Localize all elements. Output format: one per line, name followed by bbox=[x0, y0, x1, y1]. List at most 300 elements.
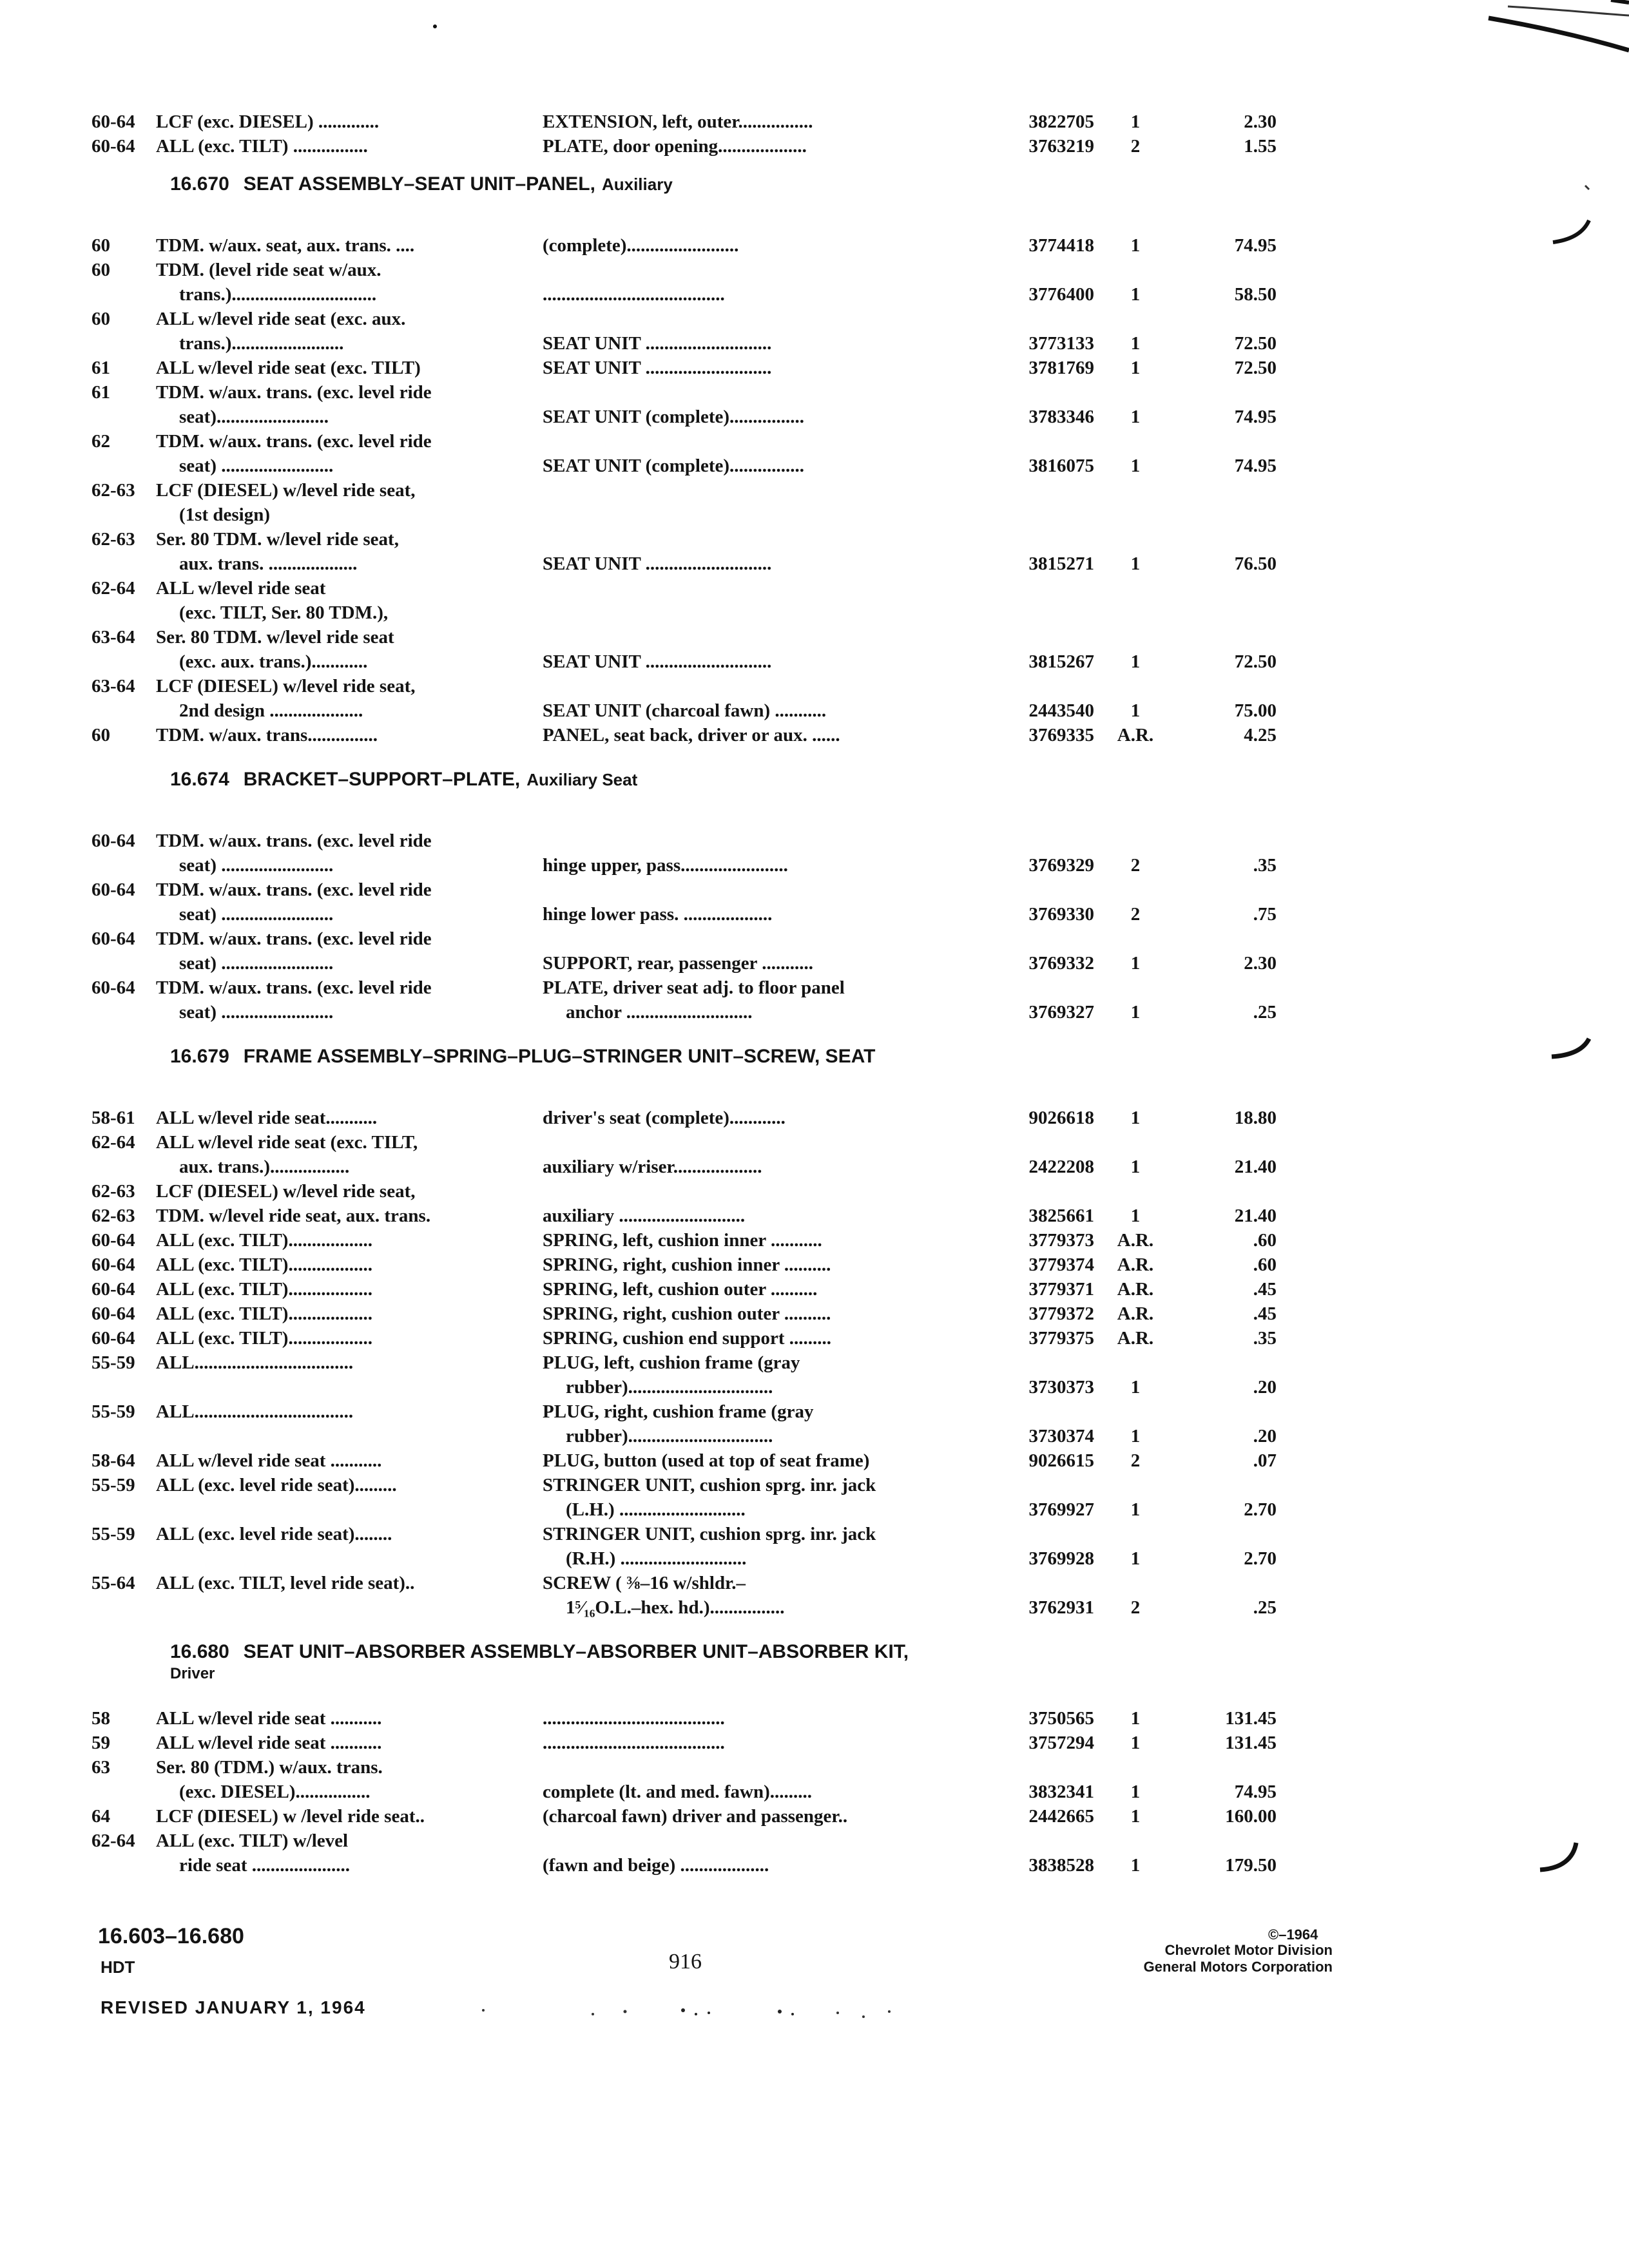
part-number: 3838528 bbox=[1028, 1855, 1094, 1876]
part-description bbox=[543, 1228, 1068, 1253]
part-description bbox=[543, 233, 1068, 258]
part-description bbox=[543, 1706, 1068, 1731]
model-line: ALL (exc. TILT).................. bbox=[156, 1230, 372, 1251]
description-line: SEAT UNIT ........................... bbox=[543, 333, 772, 354]
quantity: 2 bbox=[1130, 904, 1141, 925]
scan-dot bbox=[432, 23, 438, 30]
quantity: A.R. bbox=[1117, 1279, 1154, 1300]
model-line: ALL (exc. level ride seat)........ bbox=[156, 1524, 392, 1544]
description-line: SCREW ( ⅜–16 w/shldr.– bbox=[543, 1573, 746, 1593]
model-line: ALL (exc. TILT).................. bbox=[156, 1254, 372, 1275]
parts-row bbox=[92, 356, 1277, 380]
description-line: SEAT UNIT ........................... bbox=[543, 553, 772, 574]
part-description bbox=[543, 1755, 1068, 1804]
part-description bbox=[543, 1326, 1068, 1350]
model-year: 61 bbox=[92, 382, 110, 403]
model-line: (exc. TILT, Ser. 80 TDM.), bbox=[179, 602, 389, 623]
model-line: ALL (exc. TILT).................. bbox=[156, 1303, 372, 1324]
part-number: 3769928 bbox=[1028, 1548, 1094, 1569]
price: 72.50 bbox=[1234, 333, 1277, 354]
model-line: trans.)............................... bbox=[179, 284, 377, 305]
model-year: 60-64 bbox=[92, 1303, 135, 1324]
quantity: 1 bbox=[1130, 407, 1141, 427]
part-number: 3816075 bbox=[1028, 456, 1094, 476]
price: 131.45 bbox=[1225, 1708, 1277, 1729]
description-line: SEAT UNIT ........................... bbox=[543, 358, 772, 378]
model-line: seat) ........................ bbox=[179, 456, 334, 476]
model-line: ALL (exc. TILT, level ride seat).. bbox=[156, 1573, 415, 1593]
model-year: 60 bbox=[92, 260, 110, 280]
model-line: LCF (DIESEL) w /level ride seat.. bbox=[156, 1806, 425, 1827]
part-number: 9026618 bbox=[1028, 1108, 1094, 1128]
model-year: 60-64 bbox=[92, 136, 135, 157]
price: 1.55 bbox=[1244, 136, 1277, 157]
price: .07 bbox=[1253, 1450, 1277, 1471]
quantity: 2 bbox=[1130, 1597, 1141, 1618]
model-line: ALL w/level ride seat ........... bbox=[156, 1733, 382, 1753]
model-year: 62-63 bbox=[92, 1181, 135, 1202]
model-year: 63-64 bbox=[92, 627, 135, 648]
parts-row bbox=[92, 380, 1277, 429]
footer-division: Chevrolet Motor Division bbox=[1164, 1942, 1333, 1958]
description-line: auxiliary ........................... bbox=[543, 1206, 746, 1226]
part-number: 3762931 bbox=[1028, 1597, 1094, 1618]
section-title: SEAT UNIT–ABSORBER ASSEMBLY–ABSORBER UNIT–ABSORBER KIT, bbox=[243, 1641, 909, 1662]
part-description bbox=[543, 1204, 1068, 1228]
part-number: 3730374 bbox=[1028, 1426, 1094, 1446]
description-line: PLUG, left, cushion frame (gray bbox=[543, 1352, 800, 1373]
model-line: ALL w/level ride seat........... bbox=[156, 1108, 378, 1128]
description-line: (complete)........................ bbox=[543, 235, 739, 256]
parts-row bbox=[92, 134, 1277, 159]
description-line: rubber)............................... bbox=[566, 1426, 773, 1446]
part-number: 3776400 bbox=[1028, 284, 1094, 305]
model-line: TDM. w/aux. trans. (exc. level ride bbox=[156, 879, 432, 900]
model-line: TDM. w/level ride seat, aux. trans. bbox=[156, 1206, 431, 1226]
price: .20 bbox=[1253, 1377, 1277, 1398]
binding-mark-2 bbox=[1547, 1031, 1598, 1070]
model-year: 55-59 bbox=[92, 1475, 135, 1495]
parts-row bbox=[92, 1228, 1277, 1253]
part-number: 3769327 bbox=[1028, 1002, 1094, 1023]
description-line: SEAT UNIT (complete)................ bbox=[543, 407, 804, 427]
part-description bbox=[543, 1277, 1068, 1302]
price: .25 bbox=[1253, 1597, 1277, 1618]
quantity: 1 bbox=[1130, 1855, 1141, 1876]
part-description bbox=[543, 927, 1068, 975]
model-line: seat) ........................ bbox=[179, 904, 334, 925]
model-line: LCF (exc. DIESEL) ............. bbox=[156, 111, 380, 132]
price: 4.25 bbox=[1244, 725, 1277, 745]
part-number: 3825661 bbox=[1028, 1206, 1094, 1226]
model-year: 60-64 bbox=[92, 1254, 135, 1275]
model-line: TDM. (level ride seat w/aux. bbox=[156, 260, 381, 280]
model-line: seat) ........................ bbox=[179, 953, 334, 974]
price: 21.40 bbox=[1234, 1206, 1277, 1226]
part-description bbox=[543, 625, 1068, 674]
description-line: SEAT UNIT (charcoal fawn) ........... bbox=[543, 700, 827, 721]
description-line: PLATE, driver seat adj. to floor panel bbox=[543, 977, 845, 998]
model-year: 55-64 bbox=[92, 1573, 135, 1593]
price: .35 bbox=[1253, 855, 1277, 876]
parts-row bbox=[92, 1179, 1232, 1204]
description-line: complete (lt. and med. fawn)......... bbox=[543, 1782, 813, 1802]
description-line: PLATE, door opening................... bbox=[543, 136, 807, 157]
model-year: 60 bbox=[92, 235, 110, 256]
part-number: 3779371 bbox=[1028, 1279, 1094, 1300]
section-subtitle: Auxiliary Seat bbox=[526, 770, 638, 789]
description-line: driver's seat (complete)............ bbox=[543, 1108, 786, 1128]
model-line: seat) ........................ bbox=[179, 855, 334, 876]
part-number: 2422208 bbox=[1028, 1157, 1094, 1177]
parts-row bbox=[92, 233, 1277, 258]
part-description bbox=[543, 878, 1068, 927]
price: .35 bbox=[1253, 1328, 1277, 1349]
quantity: 1 bbox=[1130, 235, 1141, 256]
model-line: ride seat ..................... bbox=[179, 1855, 350, 1876]
quantity: 1 bbox=[1130, 1499, 1141, 1520]
section-number: 16.679 bbox=[170, 1046, 229, 1067]
model-line: aux. trans. ................... bbox=[179, 553, 358, 574]
part-description bbox=[543, 1399, 1068, 1448]
description-line: SPRING, left, cushion outer .......... bbox=[543, 1279, 818, 1300]
model-line: TDM. w/aux. trans............... bbox=[156, 725, 378, 745]
model-year: 60 bbox=[92, 725, 110, 745]
quantity: A.R. bbox=[1117, 1230, 1154, 1251]
quantity: 1 bbox=[1130, 1002, 1141, 1023]
model-line: TDM. w/aux. trans. (exc. level ride bbox=[156, 977, 432, 998]
part-description bbox=[543, 1731, 1068, 1755]
description-line: STRINGER UNIT, cushion sprg. inr. jack bbox=[543, 1524, 876, 1544]
part-description bbox=[543, 829, 1068, 878]
model-year: 61 bbox=[92, 358, 110, 378]
section-number: 16.674 bbox=[170, 769, 229, 790]
description-line: hinge lower pass. ................... bbox=[543, 904, 773, 925]
parts-row bbox=[92, 674, 1277, 723]
model-line: ALL (exc. TILT) ................ bbox=[156, 136, 368, 157]
model-application bbox=[156, 478, 615, 527]
part-description bbox=[543, 1571, 1068, 1620]
price: 74.95 bbox=[1234, 407, 1277, 427]
model-year: 62 bbox=[92, 431, 110, 452]
description-line bbox=[543, 674, 1068, 698]
section-number: 16.670 bbox=[170, 173, 229, 195]
model-year: 60 bbox=[92, 309, 110, 329]
model-year: 64 bbox=[92, 1806, 110, 1827]
description-line: ....................................... bbox=[543, 1733, 725, 1753]
model-application bbox=[156, 1179, 615, 1204]
model-year: 55-59 bbox=[92, 1524, 135, 1544]
description-line: (L.H.) ........................... bbox=[566, 1499, 746, 1520]
parts-row bbox=[92, 829, 1277, 878]
parts-row bbox=[92, 1755, 1277, 1804]
part-number: 3769332 bbox=[1028, 953, 1094, 974]
price: .60 bbox=[1253, 1230, 1277, 1251]
model-line: LCF (DIESEL) w/level ride seat, bbox=[156, 480, 416, 501]
quantity: 1 bbox=[1130, 1806, 1141, 1827]
parts-row bbox=[92, 1106, 1277, 1130]
price: 160.00 bbox=[1225, 1806, 1277, 1827]
description-line bbox=[543, 380, 1068, 405]
model-year: 60-64 bbox=[92, 1328, 135, 1349]
description-line: SEAT UNIT (complete)................ bbox=[543, 456, 804, 476]
description-line: hinge upper, pass....................... bbox=[543, 855, 788, 876]
footer-range: 16.603–16.680 bbox=[98, 1924, 244, 1948]
revised-date: REVISED JANUARY 1, 1964 bbox=[101, 1997, 366, 2017]
part-number: 3779374 bbox=[1028, 1254, 1094, 1275]
model-line: ALL w/level ride seat (exc. TILT, bbox=[156, 1132, 418, 1153]
price: 131.45 bbox=[1225, 1733, 1277, 1753]
price: 58.50 bbox=[1234, 284, 1277, 305]
model-year: 60-64 bbox=[92, 111, 135, 132]
part-description bbox=[543, 1130, 1068, 1179]
part-number: 3763219 bbox=[1028, 136, 1094, 157]
quantity: 1 bbox=[1130, 456, 1141, 476]
quantity: 1 bbox=[1130, 111, 1141, 132]
description-line: PANEL, seat back, driver or aux. ...... bbox=[543, 725, 840, 745]
parts-row bbox=[92, 258, 1277, 307]
model-line: ALL w/level ride seat (exc. aux. bbox=[156, 309, 406, 329]
model-line: (1st design) bbox=[179, 505, 270, 525]
model-line: ALL w/level ride seat (exc. TILT) bbox=[156, 358, 421, 378]
footer-code: HDT bbox=[101, 1957, 135, 1977]
part-description bbox=[543, 527, 1068, 576]
model-line: seat)........................ bbox=[179, 407, 329, 427]
quantity: 1 bbox=[1130, 953, 1141, 974]
section-header bbox=[92, 1630, 1232, 1706]
price: 2.30 bbox=[1244, 953, 1277, 974]
part-number: 3822705 bbox=[1028, 111, 1094, 132]
description-line bbox=[543, 625, 1068, 649]
part-description bbox=[543, 1522, 1068, 1571]
quantity: 1 bbox=[1130, 1782, 1141, 1802]
model-line: ALL.................................. bbox=[156, 1401, 354, 1422]
part-description bbox=[543, 1350, 1068, 1399]
part-number: 3815267 bbox=[1028, 651, 1094, 672]
parts-list bbox=[92, 110, 1277, 1888]
quantity: 2 bbox=[1130, 1450, 1141, 1471]
model-line: ALL.................................. bbox=[156, 1352, 354, 1373]
parts-row bbox=[92, 307, 1277, 356]
section-header bbox=[92, 162, 1232, 233]
description-line: SUPPORT, rear, passenger ........... bbox=[543, 953, 814, 974]
quantity: 1 bbox=[1130, 1708, 1141, 1729]
model-year: 63 bbox=[92, 1757, 110, 1778]
description-line bbox=[543, 258, 1068, 282]
model-year: 58-64 bbox=[92, 1450, 135, 1471]
parts-row bbox=[92, 1473, 1277, 1522]
parts-row bbox=[92, 1350, 1277, 1399]
part-number: 3779373 bbox=[1028, 1230, 1094, 1251]
model-line: ALL (exc. TILT) w/level bbox=[156, 1831, 349, 1851]
parts-row bbox=[92, 527, 1277, 576]
part-description bbox=[543, 134, 1068, 159]
description-line: (fawn and beige) ................... bbox=[543, 1855, 769, 1876]
price: 74.95 bbox=[1234, 235, 1277, 256]
quantity: 1 bbox=[1130, 1733, 1141, 1753]
model-line: Ser. 80 TDM. w/level ride seat, bbox=[156, 529, 399, 550]
quantity: 2 bbox=[1130, 855, 1141, 876]
part-description bbox=[543, 1804, 1068, 1829]
price: 75.00 bbox=[1234, 700, 1277, 721]
description-line bbox=[543, 1130, 1068, 1155]
price: 18.80 bbox=[1234, 1108, 1277, 1128]
parts-row bbox=[92, 1253, 1277, 1277]
part-number: 3730373 bbox=[1028, 1377, 1094, 1398]
model-line: 2nd design .................... bbox=[179, 700, 363, 721]
model-year: 58-61 bbox=[92, 1108, 135, 1128]
description-line: (R.H.) ........................... bbox=[566, 1548, 747, 1569]
parts-row bbox=[92, 723, 1277, 747]
part-description bbox=[543, 307, 1068, 356]
part-number: 3769329 bbox=[1028, 855, 1094, 876]
part-number: 3781769 bbox=[1028, 358, 1094, 378]
parts-row bbox=[92, 110, 1277, 134]
description-line bbox=[543, 429, 1068, 454]
model-year: 60-64 bbox=[92, 831, 135, 851]
description-line: (charcoal fawn) driver and passenger.. bbox=[543, 1806, 848, 1827]
description-line: SPRING, cushion end support ......... bbox=[543, 1328, 831, 1349]
description-line: ....................................... bbox=[543, 1708, 725, 1729]
model-year: 55-59 bbox=[92, 1401, 135, 1422]
model-year: 59 bbox=[92, 1733, 110, 1753]
part-number: 3750565 bbox=[1028, 1708, 1094, 1729]
part-description bbox=[543, 1253, 1068, 1277]
price: 2.70 bbox=[1244, 1499, 1277, 1520]
description-line bbox=[543, 878, 1068, 902]
quantity: 1 bbox=[1130, 358, 1141, 378]
model-year: 58 bbox=[92, 1708, 110, 1729]
model-line: ALL (exc. TILT).................. bbox=[156, 1279, 372, 1300]
description-line bbox=[543, 527, 1068, 552]
model-line: Ser. 80 (TDM.) w/aux. trans. bbox=[156, 1757, 383, 1778]
section-subtitle: Auxiliary bbox=[601, 175, 673, 194]
model-line: ALL (exc. level ride seat)......... bbox=[156, 1475, 397, 1495]
section-header bbox=[92, 1035, 1232, 1106]
model-year: 62-63 bbox=[92, 529, 135, 550]
description-line: PLUG, right, cushion frame (gray bbox=[543, 1401, 814, 1422]
section-subtitle: Driver bbox=[170, 1665, 215, 1682]
part-number: 3757294 bbox=[1028, 1733, 1094, 1753]
price: .45 bbox=[1253, 1279, 1277, 1300]
model-year: 62-64 bbox=[92, 1132, 135, 1153]
binding-mark-1 bbox=[1547, 180, 1598, 258]
quantity: A.R. bbox=[1117, 1254, 1154, 1275]
model-line: seat) ........................ bbox=[179, 1002, 334, 1023]
price: .45 bbox=[1253, 1303, 1277, 1324]
model-line: (exc. DIESEL)................ bbox=[179, 1782, 371, 1802]
parts-row bbox=[92, 429, 1277, 478]
quantity: 1 bbox=[1130, 1108, 1141, 1128]
description-line: SEAT UNIT ........................... bbox=[543, 651, 772, 672]
scan-smudge-top-right bbox=[1482, 0, 1629, 77]
part-description bbox=[543, 1473, 1068, 1522]
price: 72.50 bbox=[1234, 358, 1277, 378]
quantity: 1 bbox=[1130, 1548, 1141, 1569]
parts-row bbox=[92, 927, 1277, 975]
part-number: 3769335 bbox=[1028, 725, 1094, 745]
section-header bbox=[92, 758, 1232, 829]
model-line: TDM. w/aux. seat, aux. trans. .... bbox=[156, 235, 415, 256]
quantity: 2 bbox=[1130, 136, 1141, 157]
description-line: EXTENSION, left, outer................ bbox=[543, 111, 813, 132]
parts-row bbox=[92, 1204, 1277, 1228]
model-line: ALL w/level ride seat ........... bbox=[156, 1450, 382, 1471]
model-year: 63-64 bbox=[92, 676, 135, 697]
price: .75 bbox=[1253, 904, 1277, 925]
model-year: 62-63 bbox=[92, 480, 135, 501]
part-number: 3769330 bbox=[1028, 904, 1094, 925]
price: 21.40 bbox=[1234, 1157, 1277, 1177]
description-line bbox=[543, 307, 1068, 331]
model-line: trans.)........................ bbox=[179, 333, 344, 354]
model-application bbox=[156, 576, 615, 625]
quantity: 1 bbox=[1130, 1426, 1141, 1446]
parts-row bbox=[92, 1522, 1277, 1571]
part-description bbox=[543, 723, 1068, 747]
price: 179.50 bbox=[1225, 1855, 1277, 1876]
quantity: A.R. bbox=[1117, 1328, 1154, 1349]
part-number: 3773133 bbox=[1028, 333, 1094, 354]
quantity: 1 bbox=[1130, 700, 1141, 721]
model-line: LCF (DIESEL) w/level ride seat, bbox=[156, 1181, 416, 1202]
part-number: 3779375 bbox=[1028, 1328, 1094, 1349]
model-line: LCF (DIESEL) w/level ride seat, bbox=[156, 676, 416, 697]
model-year: 60-64 bbox=[92, 977, 135, 998]
part-description bbox=[543, 356, 1068, 380]
model-line: Ser. 80 TDM. w/level ride seat bbox=[156, 627, 394, 648]
description-line: SPRING, right, cushion outer .......... bbox=[543, 1303, 831, 1324]
quantity: 1 bbox=[1130, 553, 1141, 574]
model-line: TDM. w/aux. trans. (exc. level ride bbox=[156, 928, 432, 949]
part-number: 3769927 bbox=[1028, 1499, 1094, 1520]
quantity: 1 bbox=[1130, 333, 1141, 354]
quantity: 1 bbox=[1130, 651, 1141, 672]
model-line: ALL w/level ride seat ........... bbox=[156, 1708, 382, 1729]
price: 72.50 bbox=[1234, 651, 1277, 672]
price: 76.50 bbox=[1234, 553, 1277, 574]
page-number: 916 bbox=[669, 1950, 702, 1974]
model-year: 55-59 bbox=[92, 1352, 135, 1373]
parts-row bbox=[92, 1571, 1277, 1620]
part-description bbox=[543, 110, 1068, 134]
parts-row bbox=[92, 1302, 1277, 1326]
parts-row bbox=[92, 1277, 1277, 1302]
parts-row bbox=[92, 1804, 1277, 1829]
model-line: TDM. w/aux. trans. (exc. level ride bbox=[156, 431, 432, 452]
description-line: anchor ........................... bbox=[566, 1002, 753, 1023]
description-line: SPRING, left, cushion inner ........... bbox=[543, 1230, 822, 1251]
price: 2.70 bbox=[1244, 1548, 1277, 1569]
section-number: 16.680 bbox=[170, 1641, 229, 1662]
part-number: 2442665 bbox=[1028, 1806, 1094, 1827]
quantity: 1 bbox=[1130, 1377, 1141, 1398]
quantity: A.R. bbox=[1117, 725, 1154, 745]
price: 2.30 bbox=[1244, 111, 1277, 132]
footer-copyright: ©–1964 bbox=[1268, 1927, 1318, 1943]
description-line: auxiliary w/riser................... bbox=[543, 1157, 762, 1177]
parts-row bbox=[92, 625, 1277, 674]
model-year: 62-64 bbox=[92, 1831, 135, 1851]
quantity: A.R. bbox=[1117, 1303, 1154, 1324]
quantity: 1 bbox=[1130, 1157, 1141, 1177]
parts-row bbox=[92, 1399, 1277, 1448]
model-year: 60-64 bbox=[92, 1279, 135, 1300]
description-line bbox=[543, 1829, 1068, 1853]
part-number: 3783346 bbox=[1028, 407, 1094, 427]
model-year: 60-64 bbox=[92, 928, 135, 949]
model-year: 60-64 bbox=[92, 879, 135, 900]
